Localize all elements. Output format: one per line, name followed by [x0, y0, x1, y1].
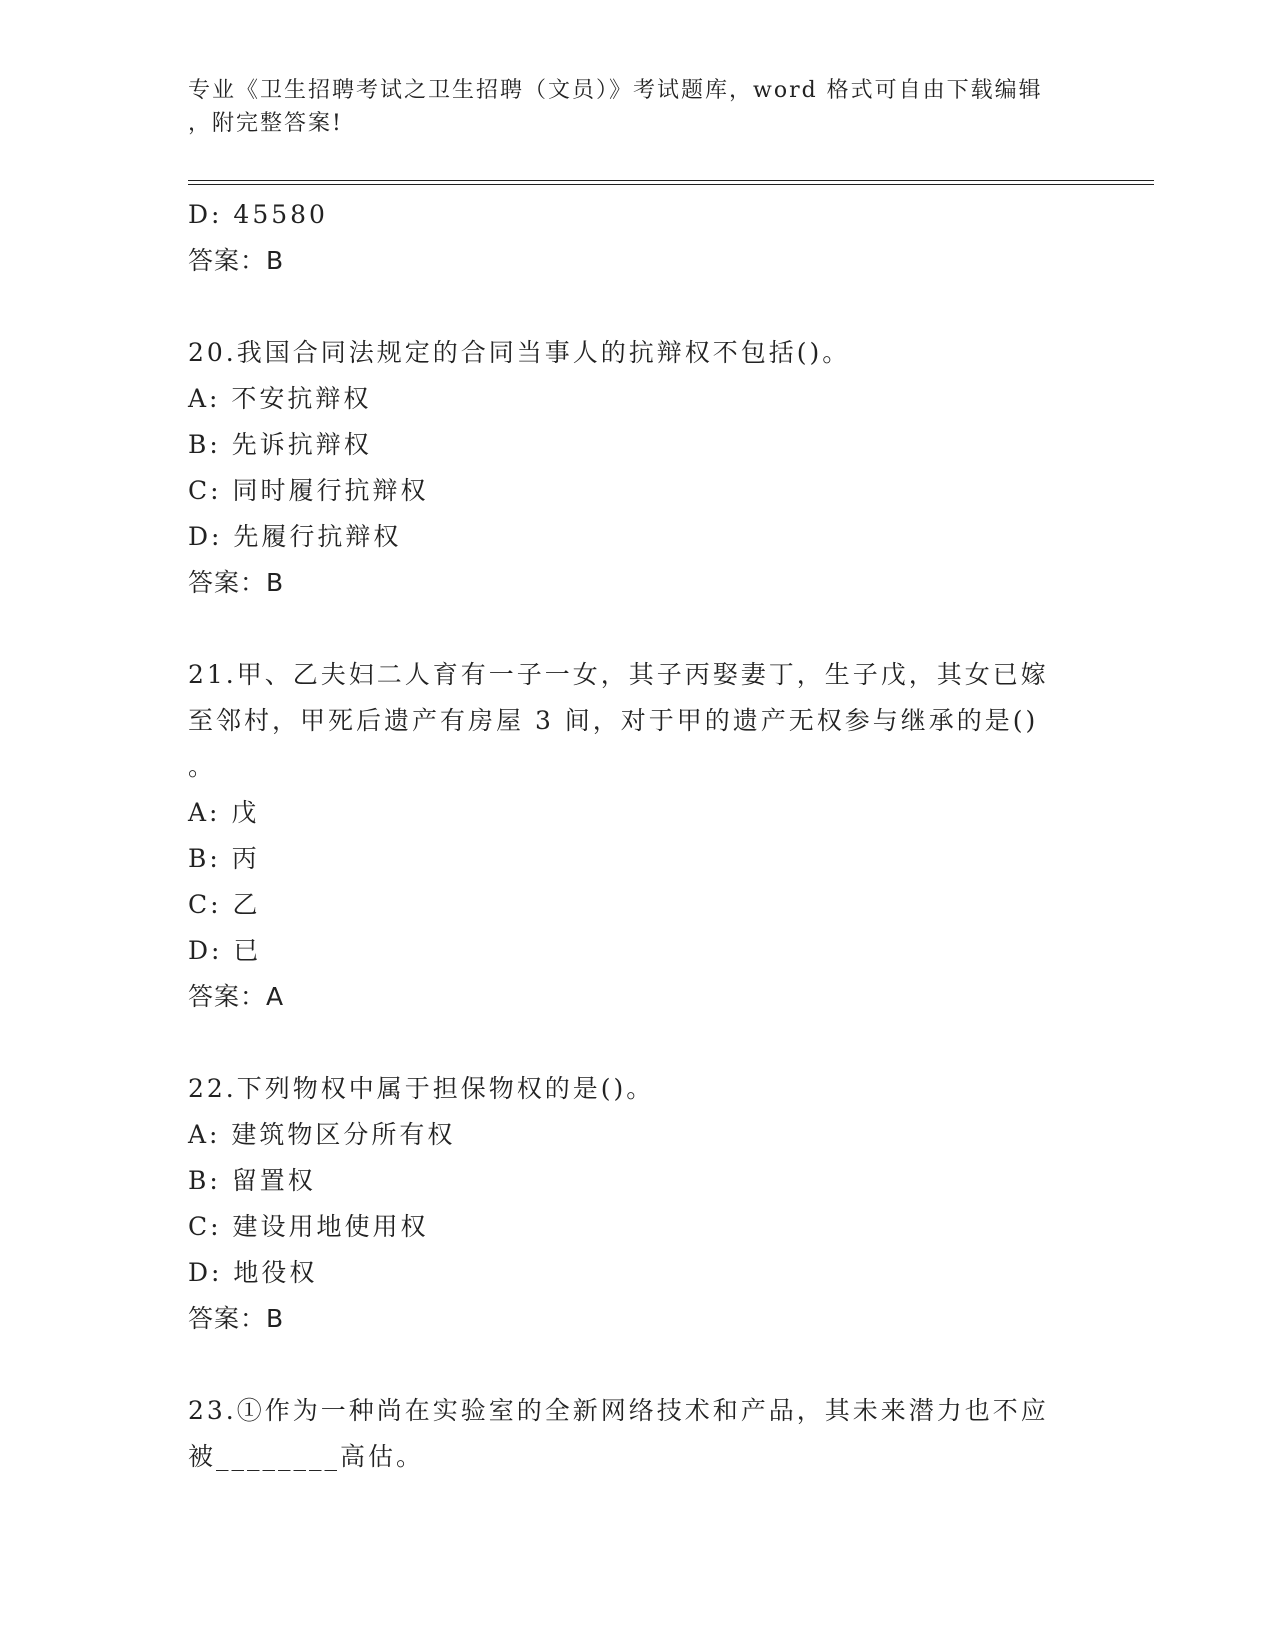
- question-23: [188, 1388, 1088, 1480]
- spacer: [188, 284, 1088, 330]
- option-a: A: 不安抗辩权: [188, 384, 372, 413]
- question-stem: 22.下列物权中属于担保物权的是()。: [188, 1074, 655, 1103]
- option-b: B: 丙: [188, 844, 260, 873]
- question-stem-line-1: 21.甲、乙夫妇二人育有一子一女，其子丙娶妻丁，生子戊，其女已嫁: [188, 660, 1049, 689]
- option-b: B: 留置权: [188, 1166, 316, 1195]
- document-header: [188, 74, 1088, 140]
- spacer: [188, 1020, 1088, 1066]
- question-21: [188, 652, 1088, 1020]
- option-b: B: 先诉抗辩权: [188, 430, 372, 459]
- question-list: [188, 192, 1088, 1480]
- spacer: [188, 606, 1088, 652]
- option-d: D: 地役权: [188, 1258, 318, 1287]
- question-stem-line-3: 。: [188, 752, 217, 781]
- question-stem-line-2: 被________高估。: [188, 1442, 425, 1471]
- header-line-2: ，附完整答案!: [188, 111, 343, 136]
- answer-line: 答案：B: [188, 1304, 285, 1333]
- header-divider-bottom: [188, 184, 1154, 185]
- question-stem-line-1: 23.①作为一种尚在实验室的全新网络技术和产品，其未来潜力也不应: [188, 1396, 1049, 1425]
- previous-question-tail: [188, 192, 1088, 284]
- option-d: D: 45580: [188, 200, 328, 229]
- question-20: [188, 330, 1088, 606]
- spacer: [188, 1342, 1088, 1388]
- option-c: C: 乙: [188, 890, 261, 919]
- question-stem: 20.我国合同法规定的合同当事人的抗辩权不包括()。: [188, 338, 851, 367]
- answer-line: 答案：A: [188, 982, 285, 1011]
- option-a: A: 建筑物区分所有权: [188, 1120, 456, 1149]
- question-stem-line-2: 至邻村，甲死后遗产有房屋 3 间，对于甲的遗产无权参与继承的是(): [188, 706, 1039, 735]
- option-d: D: 先履行抗辩权: [188, 522, 402, 551]
- answer-line: 答案：B: [188, 568, 285, 597]
- header-divider-top: [188, 180, 1154, 181]
- option-c: C: 建设用地使用权: [188, 1212, 429, 1241]
- header-line-1: 专业《卫生招聘考试之卫生招聘（文员）》考试题库，word 格式可自由下载编辑: [188, 78, 1043, 103]
- question-22: [188, 1066, 1088, 1342]
- option-c: C: 同时履行抗辩权: [188, 476, 429, 505]
- answer-line: 答案：B: [188, 246, 285, 275]
- option-a: A: 戊: [188, 798, 260, 827]
- option-d: D: 已: [188, 936, 262, 965]
